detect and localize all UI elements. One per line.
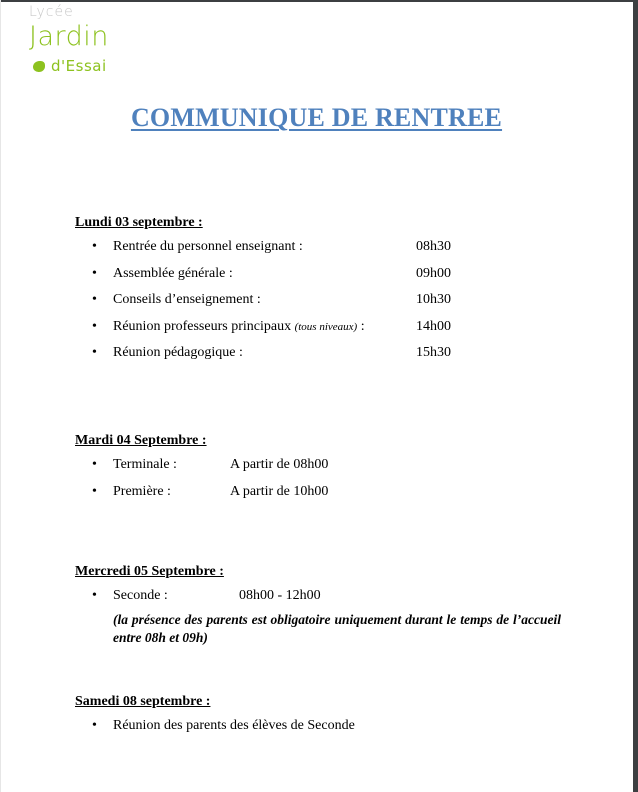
window-right-border bbox=[633, 0, 638, 792]
window-top-border bbox=[0, 0, 638, 2]
list-item bbox=[75, 238, 451, 265]
bullet-icon: • bbox=[92, 239, 97, 254]
bullet-icon: • bbox=[92, 318, 97, 334]
item-label: Première : bbox=[113, 483, 171, 499]
section-mercredi bbox=[75, 563, 561, 645]
schedule-list bbox=[75, 587, 321, 614]
bullet-icon: • bbox=[92, 265, 97, 281]
item-time: 14h00 bbox=[416, 318, 451, 334]
list-item bbox=[75, 587, 321, 614]
list-item bbox=[75, 717, 355, 744]
schedule-list bbox=[75, 717, 355, 744]
parents-note: (la présence des parents est obligatoire uniquement durant le temps de l’accueil entre 08h et 09h) bbox=[113, 612, 561, 645]
logo-essai-text: d'Essai bbox=[51, 57, 107, 75]
item-time: 08h30 bbox=[416, 239, 451, 254]
item-label: Conseils d’enseignement : bbox=[113, 292, 261, 307]
item-time: A partir de 10h00 bbox=[230, 483, 329, 499]
logo-lycee-text: Lycée bbox=[29, 4, 74, 20]
bullet-icon: • bbox=[92, 588, 97, 603]
section-lundi bbox=[75, 214, 451, 371]
item-label: Seconde : bbox=[113, 588, 168, 603]
leaf-icon bbox=[33, 61, 45, 72]
section-heading: Samedi 08 septembre : bbox=[75, 694, 211, 709]
bullet-icon: • bbox=[92, 457, 97, 472]
item-label: Terminale : bbox=[113, 457, 177, 472]
item-label: Rentrée du personnel enseignant : bbox=[113, 239, 303, 254]
item-time: 09h00 bbox=[416, 265, 451, 281]
item-label: Réunion des parents des élèves de Seconde bbox=[113, 718, 355, 733]
item-label-suffix: : bbox=[357, 318, 365, 334]
list-item bbox=[75, 318, 451, 345]
schedule-list bbox=[75, 456, 329, 509]
list-item bbox=[75, 265, 451, 292]
bullet-icon: • bbox=[92, 718, 97, 733]
bullet-icon: • bbox=[92, 345, 97, 360]
school-logo bbox=[27, 4, 147, 82]
item-label: Assemblée générale : bbox=[113, 265, 233, 281]
item-label bbox=[113, 318, 365, 336]
item-label-text: Réunion professeurs principaux bbox=[113, 318, 295, 334]
item-time: 15h30 bbox=[416, 345, 451, 360]
section-heading: Mercredi 05 Septembre : bbox=[75, 564, 224, 579]
logo-jardin-text: Jardin bbox=[29, 21, 109, 52]
page-title: COMMUNIQUE DE RENTREE bbox=[130, 103, 503, 132]
bullet-icon: • bbox=[92, 483, 97, 499]
bullet-icon: • bbox=[92, 292, 97, 307]
item-label: Réunion pédagogique : bbox=[113, 345, 243, 360]
list-item bbox=[75, 344, 451, 371]
list-item bbox=[75, 483, 329, 510]
item-time: A partir de 08h00 bbox=[230, 457, 329, 472]
section-heading: Mardi 04 Septembre : bbox=[75, 433, 207, 448]
schedule-list bbox=[75, 238, 451, 371]
section-mardi bbox=[75, 432, 329, 509]
item-time: 10h30 bbox=[416, 292, 451, 307]
item-label-note: (tous niveaux) bbox=[294, 320, 358, 333]
list-item bbox=[75, 291, 451, 318]
section-samedi bbox=[75, 693, 355, 744]
item-time: 08h00 - 12h00 bbox=[239, 588, 321, 603]
section-heading: Lundi 03 septembre : bbox=[75, 215, 203, 230]
list-item bbox=[75, 456, 329, 483]
